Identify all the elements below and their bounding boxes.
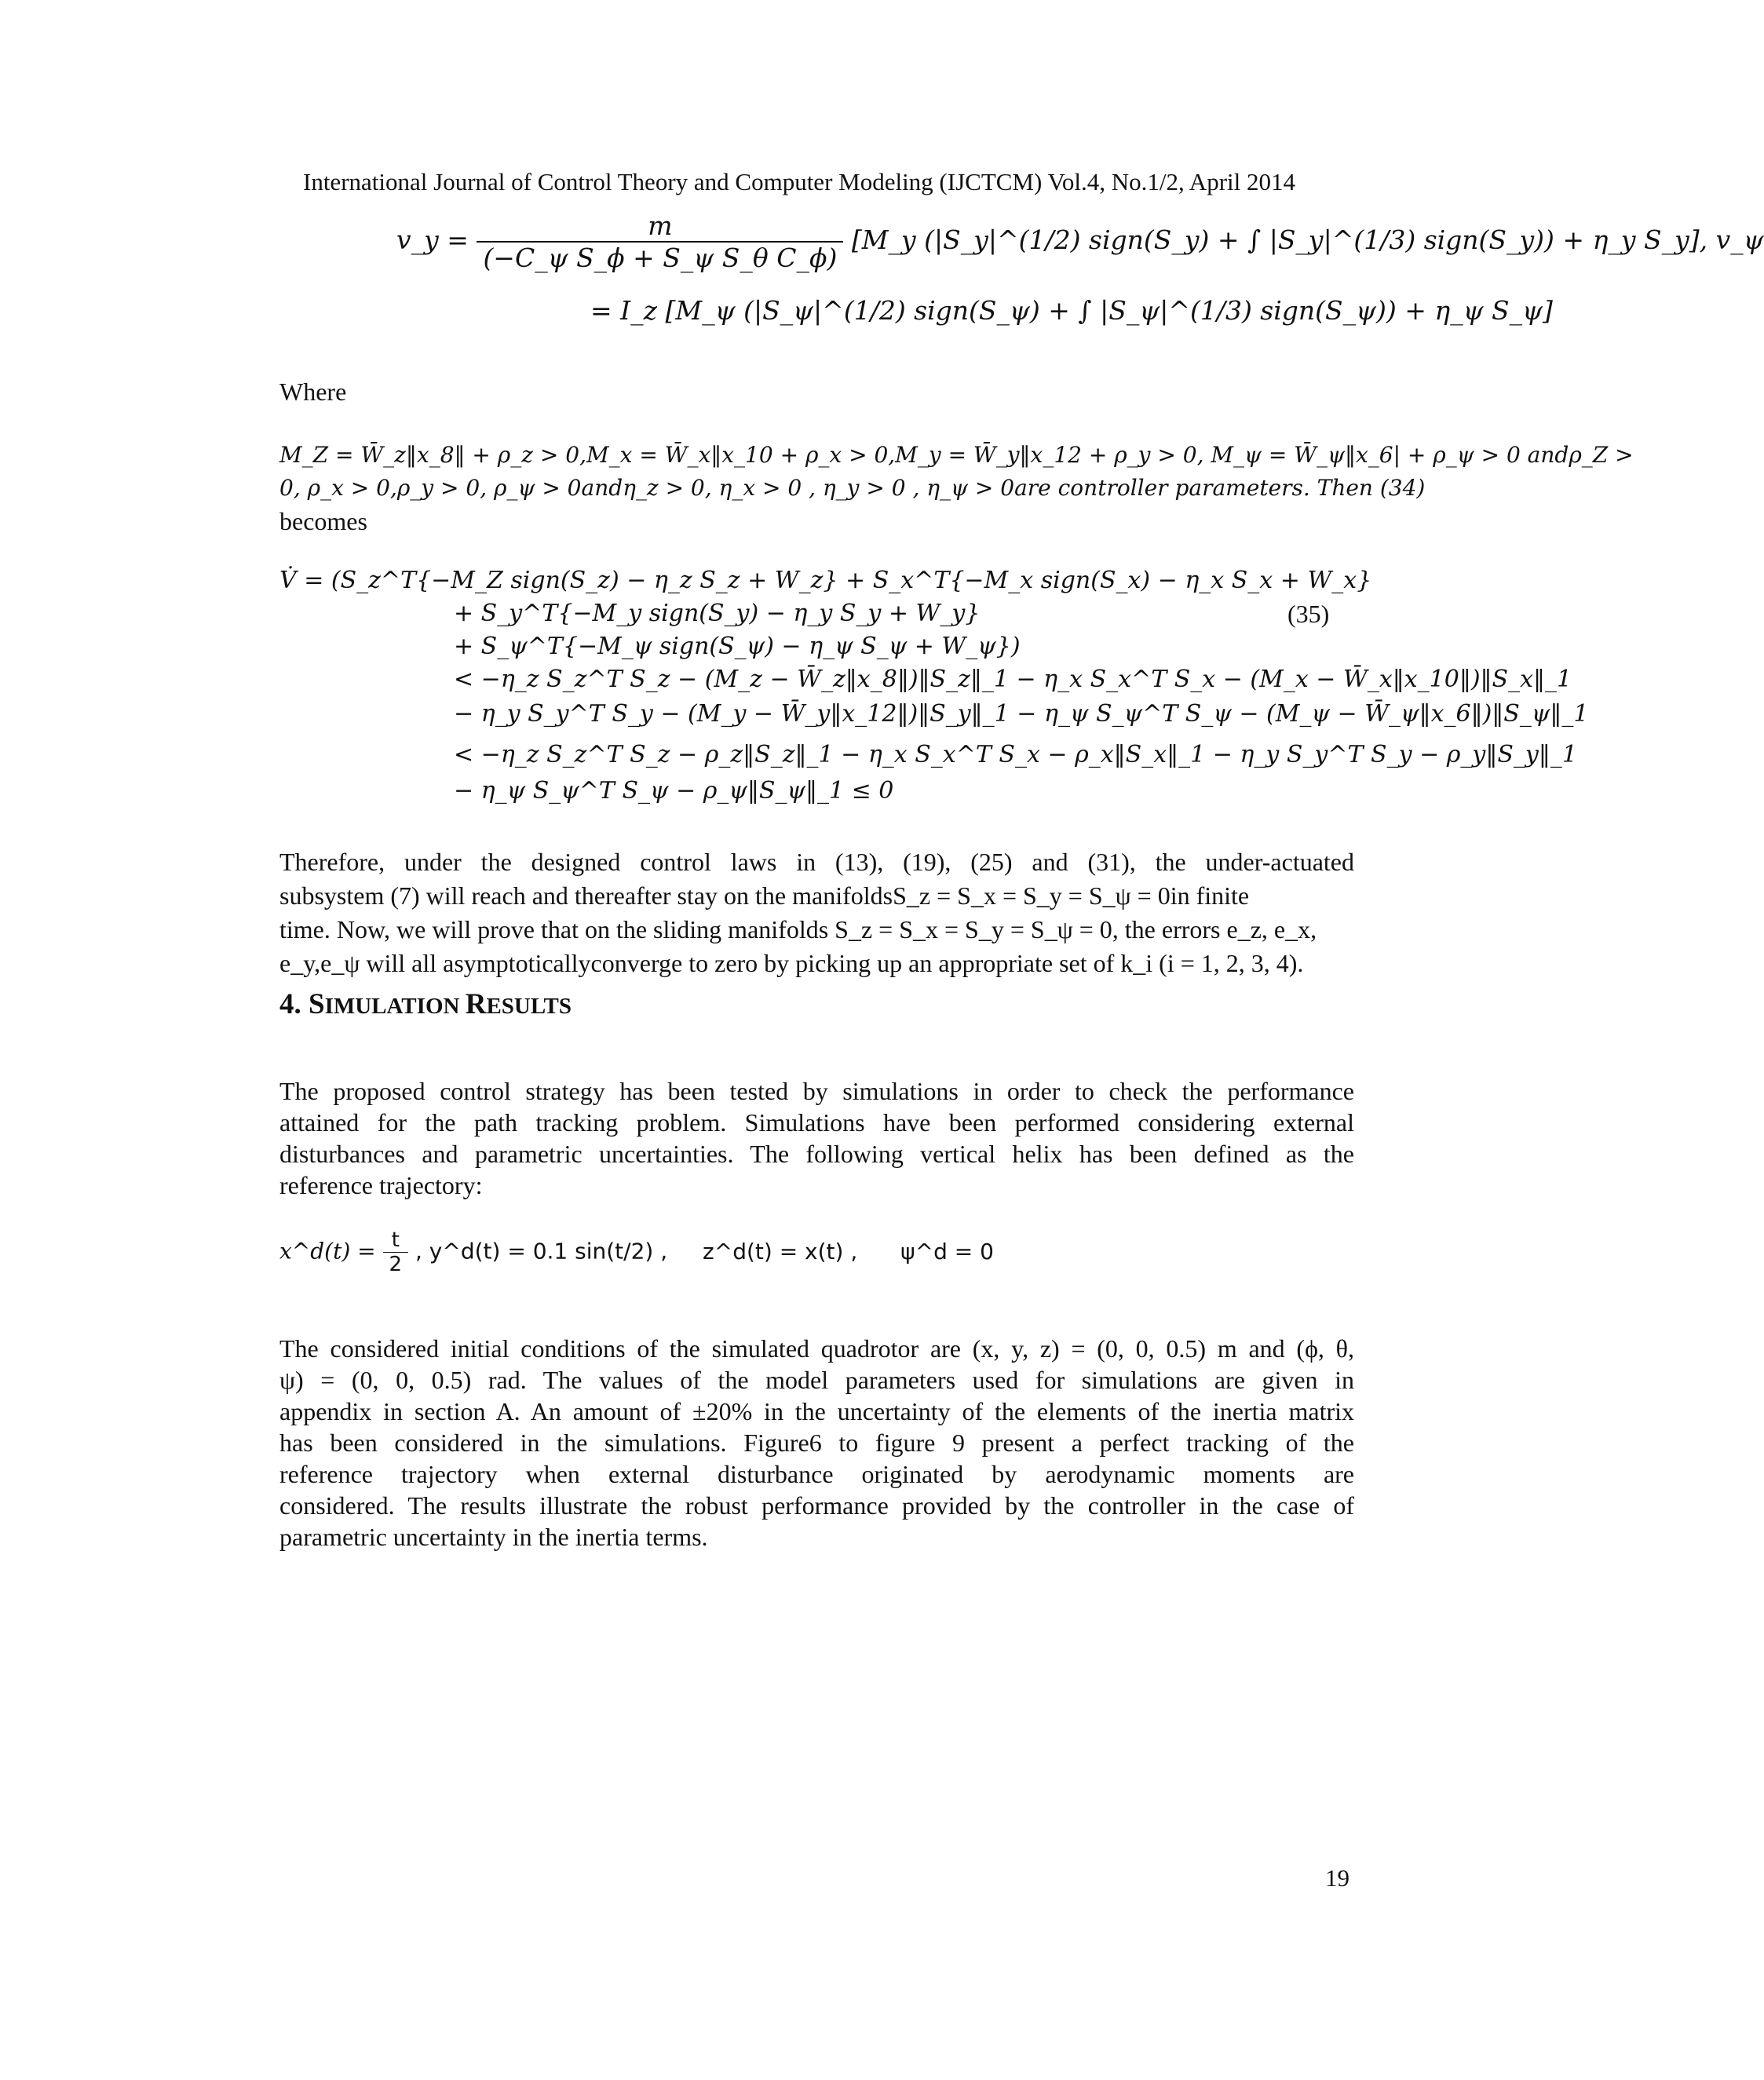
conditions-line3: becomes bbox=[279, 507, 367, 535]
paragraph-conditions-l3: appendix in section A. An amount of ±20% in the uncertainty of the elements of the inertia matrix bbox=[279, 1397, 1354, 1425]
paragraph-conditions-l2: ψ) = (0, 0, 0.5) rad. The values of the model parameters used for simulations are given in bbox=[279, 1366, 1354, 1394]
paragraph-conditions-l5: reference trajectory when external disturbance originated by aerodynamic moments are bbox=[279, 1460, 1354, 1488]
paragraph-strategy-l1: The proposed control strategy has been tested by simulations in order to check the performance bbox=[279, 1077, 1354, 1105]
section-title-esults: ESULTS bbox=[486, 994, 572, 1019]
trajectory-x-fraction bbox=[383, 1228, 409, 1276]
trajectory-psi-part: ψ^d = 0 bbox=[900, 1238, 994, 1264]
where-label: Where bbox=[279, 378, 347, 406]
paragraph-therefore-l3: time. Now, we will prove that on the sliding manifolds S_z = S_x = S_y = S_ψ = 0, the errors e_z, e_x, bbox=[279, 915, 1317, 943]
equation-35-number: (35) bbox=[1287, 600, 1330, 628]
paragraph-therefore-l2: subsystem (7) will reach and thereafter stay on the manifoldsS_z = S_x = S_y = S_ψ = 0in finite bbox=[279, 881, 1250, 910]
trajectory-x-denominator: 2 bbox=[389, 1253, 403, 1276]
section-title-r: R bbox=[465, 988, 487, 1020]
equation-35-line4: < −η_z S_z^T S_z − (M_z − W̄_z‖x_8‖)‖S_z‖_1 − η_x S_x^T S_x − (M_x − W̄_x‖x_10‖)‖S_x‖_1 bbox=[454, 666, 1572, 693]
section-title-imulation: IMULATION bbox=[324, 994, 466, 1019]
paragraph-strategy-l4: reference trajectory: bbox=[279, 1171, 483, 1199]
section-title-s: S bbox=[309, 988, 325, 1020]
paragraph-therefore-l1: Therefore, under the designed control laws in (13), (19), (25) and (31), the under-actuated bbox=[279, 848, 1354, 876]
page-number: 19 bbox=[1325, 1864, 1349, 1892]
equation-35-line7: − η_ψ S_ψ^T S_ψ − ρ_ψ‖S_ψ‖_1 ≤ 0 bbox=[454, 777, 894, 805]
paragraph-strategy-l2: attained for the path tracking problem. Simulations have been performed considering external bbox=[279, 1108, 1354, 1137]
section-number: 4. bbox=[279, 988, 301, 1020]
equation-vpsi-line2 bbox=[590, 295, 1553, 326]
paragraph-conditions-l4: has been considered in the simulations. Figure6 to figure 9 present a perfect tracking of the bbox=[279, 1429, 1354, 1457]
equation-vy-fraction bbox=[477, 210, 843, 273]
equation-35-line5: − η_y S_y^T S_y − (M_y − W̄_y‖x_12‖)‖S_y‖_1 − η_ψ S_ψ^T S_ψ − (M_ψ − W̄_ψ‖x_6‖)‖S_ψ‖_1 bbox=[454, 700, 1589, 728]
equation-35-line3: + S_ψ^T{−M_ψ sign(S_ψ) − η_ψ S_ψ + W_ψ}) bbox=[454, 633, 1021, 660]
equation-vpsi-rhs: = I_z [M_ψ (|S_ψ|^(1/2) sign(S_ψ) + ∫ |S_ψ|^(1/3) sign(S_ψ)) + η_ψ S_ψ] bbox=[590, 295, 1553, 326]
trajectory-x-lhs: x^d(t) = bbox=[279, 1238, 376, 1264]
equation-vy-lhs: v_y = bbox=[396, 224, 469, 255]
paragraph-therefore-l4: e_y,e_ψ will all asymptoticallyconverge to zero by picking up an appropriate set of k_i (i = 1, 2, 3, 4). bbox=[279, 949, 1304, 977]
paragraph-strategy-l3: disturbances and parametric uncertainties. The following vertical helix has been defined as the bbox=[279, 1140, 1354, 1168]
equation-vy-numerator: m bbox=[477, 210, 843, 243]
equation-35-line2: + S_y^T{−M_y sign(S_y) − η_y S_y + W_y} bbox=[454, 600, 981, 627]
trajectory-x-numerator: t bbox=[383, 1228, 409, 1253]
section-heading bbox=[279, 987, 572, 1021]
trajectory-z-part: z^d(t) = x(t) , bbox=[703, 1238, 858, 1264]
conditions-line1: M_Z = W̄_z‖x_8‖ + ρ_z > 0,M_x = W̄_x‖x_10 + ρ_x > 0,M_y = W̄_y‖x_12 + ρ_y > 0, M_ψ = W̄_ψ‖x_6| + ρ_ψ > 0 andρ_Z > bbox=[279, 442, 1634, 468]
equation-35-line1: V̇ = (S_z^T{−M_Z sign(S_z) − η_z S_z + W_z} + S_x^T{−M_x sign(S_x) − η_x S_x + W_x} bbox=[279, 567, 1372, 594]
trajectory-equation bbox=[279, 1228, 994, 1276]
running-header: International Journal of Control Theory and Computer Modeling (IJCTCM) Vol.4, No.1/2, April 2014 bbox=[303, 168, 1295, 195]
trajectory-y-part: , y^d(t) = 0.1 sin(t/2) , bbox=[415, 1238, 668, 1264]
equation-vy-rhs: [M_y (|S_y|^(1/2) sign(S_y) + ∫ |S_y|^(1/3) sign(S_y)) + η_y S_y], v_ψ bbox=[851, 224, 1764, 255]
equation-vy-denominator: (−C_ψ S_ϕ + S_ψ S_θ C_ϕ) bbox=[483, 243, 838, 273]
equation-35-line6: < −η_z S_z^T S_z − ρ_z‖S_z‖_1 − η_x S_x^T S_x − ρ_x‖S_x‖_1 − η_y S_y^T S_y − ρ_y‖S_y‖_1 bbox=[454, 741, 1577, 768]
paragraph-conditions-l6: considered. The results illustrate the robust performance provided by the controller in the case of bbox=[279, 1491, 1354, 1520]
paragraph-conditions-l7: parametric uncertainty in the inertia terms. bbox=[279, 1523, 708, 1551]
conditions-line2: 0, ρ_x > 0,ρ_y > 0, ρ_ψ > 0andη_z > 0, η_x > 0 , η_y > 0 , η_ψ > 0are controller parameters. Then (34) bbox=[279, 475, 1426, 501]
equation-vy-line1 bbox=[396, 210, 1764, 273]
paragraph-conditions-l1: The considered initial conditions of the simulated quadrotor are (x, y, z) = (0, 0, 0.5) m and (ϕ, θ, bbox=[279, 1334, 1354, 1363]
